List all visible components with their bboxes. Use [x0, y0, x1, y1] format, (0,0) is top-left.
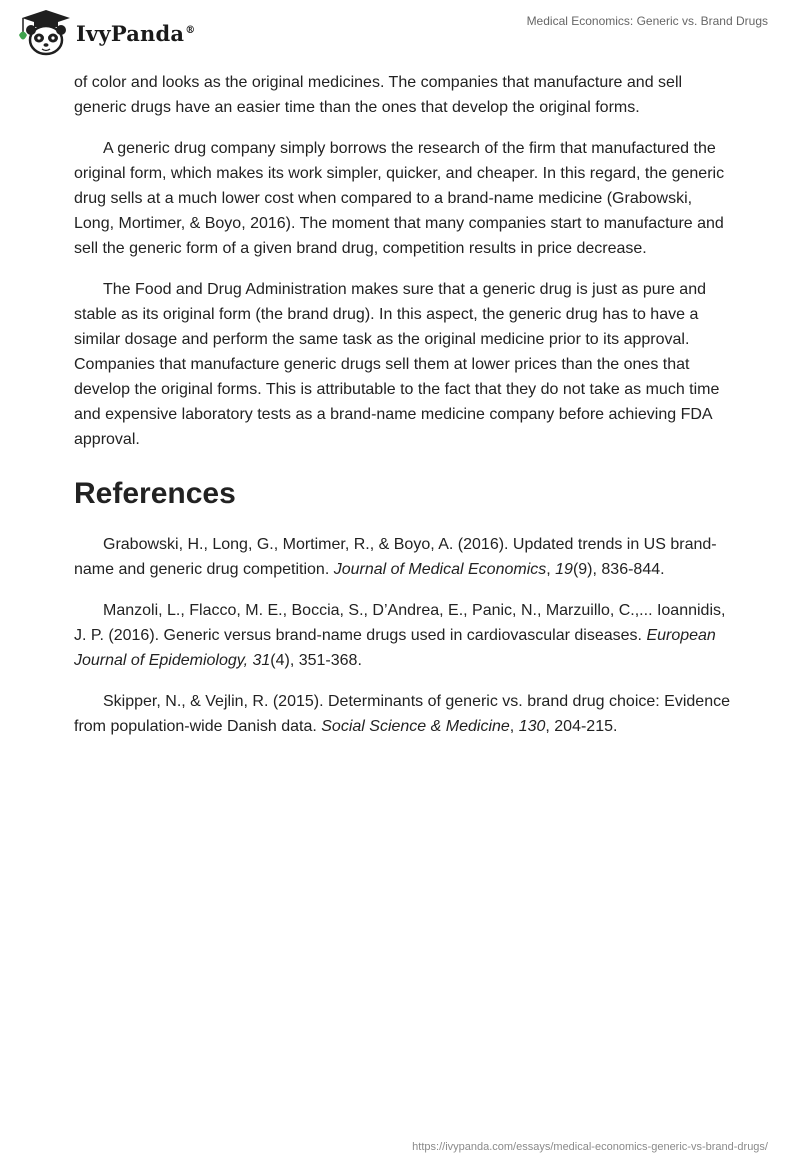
reference-text: Skipper, N., & Vejlin, R. (2015). Determinants of generic vs. brand drug choice: Evidence from population-wide Danish data.	[74, 693, 730, 735]
journal-title: Journal of Medical Economics	[333, 561, 547, 578]
paragraph: A generic drug company simply borrows the research of the firm that manufactured the original form, which makes its work simpler, quicker, and cheaper. In this regard, the generic drug sells at a much lower cost when compared to a brand-name medicine (Grabowski, Long, Mortimer, & Boyo, 2016). The moment that many companies start to manufacture and sell the generic form of a given brand drug, competition results in price decrease.	[74, 140, 725, 257]
journal-title: European Journal of Epidemiology,	[74, 627, 716, 669]
reference-separator: ,	[509, 718, 519, 735]
paragraph-continued: of color and looks as the original medicines. The companies that manufacture and sell generic drugs have an easier time than the ones that develop the original forms.	[74, 74, 683, 116]
reference-text: Manzoli, L., Flacco, M. E., Boccia, S., D’Andrea, E., Panic, N., Marzuillo, C.,... Ioannidis, J. P. (2016). Generic versus brand-name drugs used in cardiovascular diseases.	[74, 602, 726, 644]
reference-entry	[74, 689, 730, 739]
references-heading: References	[74, 477, 236, 510]
journal-volume: 130	[518, 718, 546, 735]
ivypanda-logo[interactable]	[14, 8, 195, 58]
logo-name: IvyPanda	[76, 20, 185, 46]
registered-mark: ®	[185, 24, 196, 36]
reference-pages: (4), 351-368.	[270, 652, 362, 669]
running-title: Medical Economics: Generic vs. Brand Drugs	[526, 14, 768, 28]
journal-title: Social Science & Medicine	[321, 718, 510, 735]
reference-separator: ,	[546, 561, 556, 578]
reference-pages: , 204-215.	[545, 718, 618, 735]
reference-entry	[74, 532, 730, 582]
reference-text: Grabowski, H., Long, G., Mortimer, R., & Boyo, A. (2016). Updated trends in US brand-name and generic drug competition.	[74, 536, 717, 578]
journal-volume: 19	[555, 561, 573, 578]
reference-entry	[74, 598, 730, 673]
logo-wordmark	[76, 21, 195, 46]
essay-content	[74, 70, 730, 755]
paragraph: The Food and Drug Administration makes sure that a generic drug is just as pure and stable as its original form (the brand drug). In this aspect, the generic drug has to have a similar dosage and perform the same task as the original medicine prior to its approval. Companies that manufacture generic drugs sell them at lower prices than the ones that develop the original forms. This is attributable to the fact that they do not take as much time and expensive laboratory tests as a brand-name medicine company before achieving FDA approval.	[74, 281, 720, 448]
panda-graduation-icon	[14, 8, 74, 58]
page-header	[0, 0, 800, 66]
source-url[interactable]: https://ivypanda.com/essays/medical-economics-generic-vs-brand-drugs/	[412, 1141, 768, 1153]
journal-volume: 31	[252, 652, 271, 669]
reference-pages: (9), 836-844.	[572, 561, 665, 578]
